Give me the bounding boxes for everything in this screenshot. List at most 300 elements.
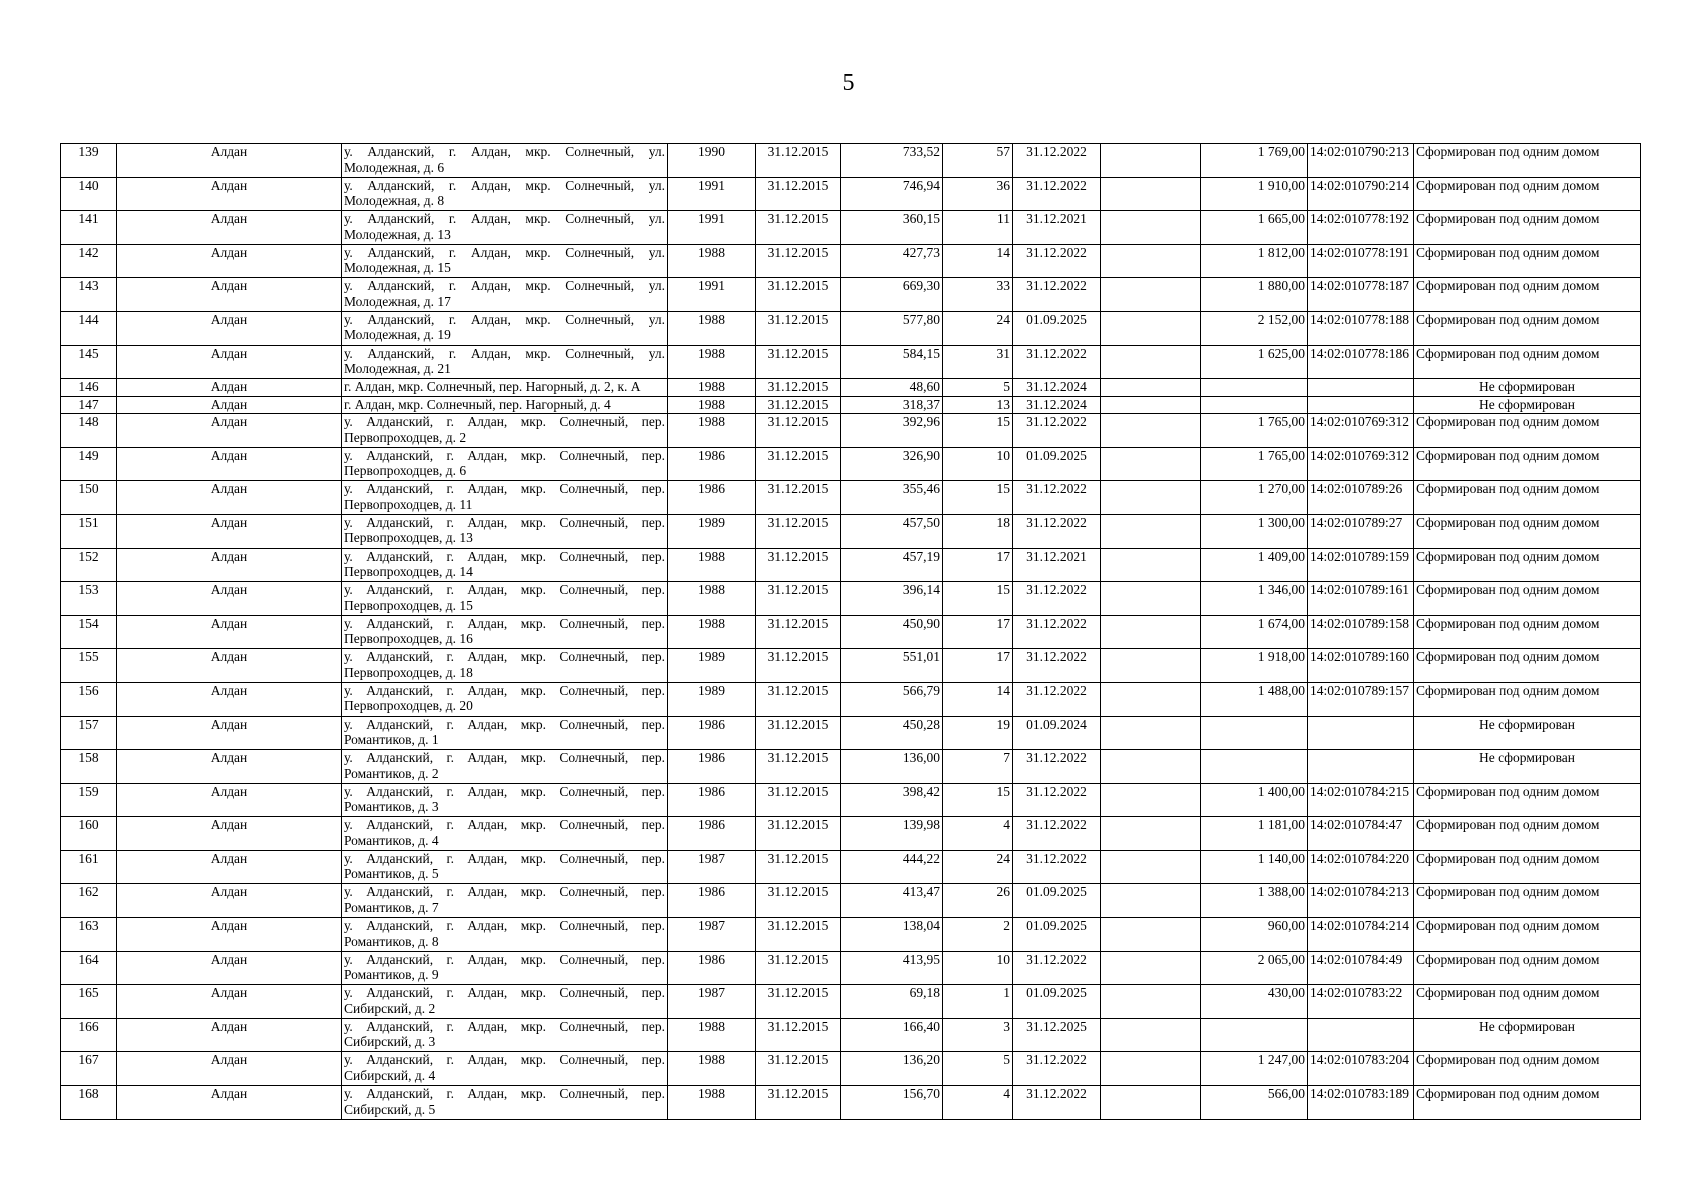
address-line-2: Молодежная, д. 13 xyxy=(344,226,451,242)
row-number: 161 xyxy=(61,850,117,884)
city: Алдан xyxy=(117,750,342,784)
city: Алдан xyxy=(117,211,342,245)
address-line-1: у. Алданский, г. Алдан, мкр. Солнечный, пер. xyxy=(344,1018,665,1034)
land-area: 960,00 xyxy=(1201,918,1308,952)
deadline-date: 31.12.2025 xyxy=(1013,1018,1101,1052)
row-number: 160 xyxy=(61,817,117,851)
address-line-2: Романтиков, д. 8 xyxy=(344,933,439,949)
residents-count: 15 xyxy=(943,783,1013,817)
cadastral-number: 14:02:010784:220 xyxy=(1308,850,1414,884)
living-area: 156,70 xyxy=(841,1086,943,1120)
address-line-1: у. Алданский, г. Алдан, мкр. Солнечный, пер. xyxy=(344,649,665,665)
address-line-2: Первопроходцев, д. 14 xyxy=(344,564,473,580)
inclusion-date: 31.12.2015 xyxy=(756,850,841,884)
residents-count: 2 xyxy=(943,918,1013,952)
land-status: Сформирован под одним домом xyxy=(1414,918,1641,952)
inclusion-date: 31.12.2015 xyxy=(756,1052,841,1086)
address-line-1: у. Алданский, г. Алдан, мкр. Солнечный, пер. xyxy=(344,817,665,833)
address-line-2: Сибирский, д. 5 xyxy=(344,1101,436,1117)
address-line-1: у. Алданский, г. Алдан, мкр. Солнечный, ул. xyxy=(344,311,665,327)
living-area: 136,00 xyxy=(841,750,943,784)
address xyxy=(342,985,668,1019)
residents-count: 1 xyxy=(943,985,1013,1019)
empty-cell xyxy=(1101,817,1201,851)
living-area: 413,47 xyxy=(841,884,943,918)
address-line-2: Сибирский, д. 2 xyxy=(344,1000,436,1016)
deadline-date: 31.12.2022 xyxy=(1013,345,1101,379)
address xyxy=(342,615,668,649)
land-status: Сформирован под одним домом xyxy=(1414,144,1641,178)
empty-cell xyxy=(1101,211,1201,245)
empty-cell xyxy=(1101,682,1201,716)
city: Алдан xyxy=(117,414,342,448)
cadastral-number: 14:02:010778:188 xyxy=(1308,311,1414,345)
cadastral-number xyxy=(1308,750,1414,784)
address-line-1: у. Алданский, г. Алдан, мкр. Солнечный, пер. xyxy=(344,514,665,530)
city: Алдан xyxy=(117,379,342,397)
deadline-date: 31.12.2022 xyxy=(1013,615,1101,649)
year-built: 1986 xyxy=(668,750,756,784)
residents-count: 19 xyxy=(943,716,1013,750)
address xyxy=(342,396,668,414)
deadline-date: 31.12.2022 xyxy=(1013,144,1101,178)
deadline-date: 01.09.2025 xyxy=(1013,918,1101,952)
year-built: 1990 xyxy=(668,144,756,178)
living-area: 326,90 xyxy=(841,447,943,481)
land-status: Не сформирован xyxy=(1414,379,1641,397)
address-line-1: у. Алданский, г. Алдан, мкр. Солнечный, пер. xyxy=(344,918,665,934)
row-number: 142 xyxy=(61,244,117,278)
inclusion-date: 31.12.2015 xyxy=(756,582,841,616)
year-built: 1988 xyxy=(668,615,756,649)
row-number: 147 xyxy=(61,396,117,414)
row-number: 146 xyxy=(61,379,117,397)
address-line-1: у. Алданский, г. Алдан, мкр. Солнечный, ул. xyxy=(344,144,665,159)
address xyxy=(342,716,668,750)
land-status: Сформирован под одним домом xyxy=(1414,985,1641,1019)
row-number: 167 xyxy=(61,1052,117,1086)
year-built: 1988 xyxy=(668,582,756,616)
land-area: 1 769,00 xyxy=(1201,144,1308,178)
year-built: 1989 xyxy=(668,514,756,548)
land-status: Сформирован под одним домом xyxy=(1414,311,1641,345)
living-area: 360,15 xyxy=(841,211,943,245)
empty-cell xyxy=(1101,783,1201,817)
land-area: 1 140,00 xyxy=(1201,850,1308,884)
city: Алдан xyxy=(117,481,342,515)
table-row xyxy=(61,481,1641,515)
address-line-2: Первопроходцев, д. 11 xyxy=(344,496,473,512)
city: Алдан xyxy=(117,1086,342,1120)
inclusion-date: 31.12.2015 xyxy=(756,615,841,649)
row-number: 157 xyxy=(61,716,117,750)
year-built: 1986 xyxy=(668,884,756,918)
address-line-2: Романтиков, д. 7 xyxy=(344,899,439,915)
cadastral-number: 14:02:010783:189 xyxy=(1308,1086,1414,1120)
land-area: 1 409,00 xyxy=(1201,548,1308,582)
address-line-2: Романтиков, д. 3 xyxy=(344,799,439,815)
residents-count: 24 xyxy=(943,311,1013,345)
address xyxy=(342,817,668,851)
residents-count: 15 xyxy=(943,481,1013,515)
year-built: 1991 xyxy=(668,278,756,312)
land-area: 1 625,00 xyxy=(1201,345,1308,379)
empty-cell xyxy=(1101,1086,1201,1120)
land-area xyxy=(1201,379,1308,397)
deadline-date: 31.12.2022 xyxy=(1013,1086,1101,1120)
address xyxy=(342,379,668,397)
address xyxy=(342,649,668,683)
table-row xyxy=(61,548,1641,582)
land-area: 2 152,00 xyxy=(1201,311,1308,345)
land-status: Сформирован под одним домом xyxy=(1414,951,1641,985)
address-line-1: у. Алданский, г. Алдан, мкр. Солнечный, ул. xyxy=(344,278,665,294)
empty-cell xyxy=(1101,548,1201,582)
table-row xyxy=(61,951,1641,985)
land-area: 1 247,00 xyxy=(1201,1052,1308,1086)
address-line-1: у. Алданский, г. Алдан, мкр. Солнечный, пер. xyxy=(344,414,665,430)
residents-count: 11 xyxy=(943,211,1013,245)
living-area: 577,80 xyxy=(841,311,943,345)
year-built: 1986 xyxy=(668,817,756,851)
cadastral-number: 14:02:010778:191 xyxy=(1308,244,1414,278)
residents-count: 15 xyxy=(943,414,1013,448)
address-line-2: Романтиков, д. 2 xyxy=(344,765,439,781)
address-line-1: г. Алдан, мкр. Солнечный, пер. Нагорный, д. 4 xyxy=(344,396,611,412)
cadastral-number: 14:02:010789:160 xyxy=(1308,649,1414,683)
residents-count: 4 xyxy=(943,1086,1013,1120)
address-line-1: у. Алданский, г. Алдан, мкр. Солнечный, пер. xyxy=(344,1052,665,1068)
table-row xyxy=(61,396,1641,414)
row-number: 151 xyxy=(61,514,117,548)
land-status: Сформирован под одним домом xyxy=(1414,345,1641,379)
empty-cell xyxy=(1101,481,1201,515)
table-row xyxy=(61,817,1641,851)
row-number: 159 xyxy=(61,783,117,817)
empty-cell xyxy=(1101,244,1201,278)
city: Алдан xyxy=(117,850,342,884)
empty-cell xyxy=(1101,144,1201,178)
residents-count: 33 xyxy=(943,278,1013,312)
inclusion-date: 31.12.2015 xyxy=(756,985,841,1019)
empty-cell xyxy=(1101,177,1201,211)
table-row xyxy=(61,1052,1641,1086)
table-row xyxy=(61,1018,1641,1052)
address-line-1: у. Алданский, г. Алдан, мкр. Солнечный, ул. xyxy=(344,177,665,193)
address-line-1: у. Алданский, г. Алдан, мкр. Солнечный, пер. xyxy=(344,682,665,698)
residents-count: 26 xyxy=(943,884,1013,918)
row-number: 154 xyxy=(61,615,117,649)
address xyxy=(342,311,668,345)
address xyxy=(342,783,668,817)
cadastral-number: 14:02:010790:214 xyxy=(1308,177,1414,211)
land-status: Не сформирован xyxy=(1414,716,1641,750)
deadline-date: 01.09.2024 xyxy=(1013,716,1101,750)
residents-count: 4 xyxy=(943,817,1013,851)
cadastral-number: 14:02:010784:215 xyxy=(1308,783,1414,817)
city: Алдан xyxy=(117,951,342,985)
address-line-2: Романтиков, д. 5 xyxy=(344,866,439,882)
address-line-1: у. Алданский, г. Алдан, мкр. Солнечный, пер. xyxy=(344,783,665,799)
address-line-2: Сибирский, д. 3 xyxy=(344,1034,436,1050)
year-built: 1991 xyxy=(668,177,756,211)
cadastral-number xyxy=(1308,716,1414,750)
inclusion-date: 31.12.2015 xyxy=(756,514,841,548)
deadline-date: 31.12.2022 xyxy=(1013,177,1101,211)
land-status: Сформирован под одним домом xyxy=(1414,447,1641,481)
table-row xyxy=(61,615,1641,649)
address-line-2: Сибирский, д. 4 xyxy=(344,1067,436,1083)
residents-count: 5 xyxy=(943,379,1013,397)
address-line-1: у. Алданский, г. Алдан, мкр. Солнечный, ул. xyxy=(344,244,665,260)
cadastral-number: 14:02:010769:312 xyxy=(1308,447,1414,481)
address-line-2: Молодежная, д. 15 xyxy=(344,260,451,276)
inclusion-date: 31.12.2015 xyxy=(756,951,841,985)
address xyxy=(342,750,668,784)
city: Алдан xyxy=(117,884,342,918)
row-number: 141 xyxy=(61,211,117,245)
cadastral-number: 14:02:010784:49 xyxy=(1308,951,1414,985)
inclusion-date: 31.12.2015 xyxy=(756,396,841,414)
living-area: 746,94 xyxy=(841,177,943,211)
living-area: 733,52 xyxy=(841,144,943,178)
address-line-2: Молодежная, д. 21 xyxy=(344,361,451,377)
table-row xyxy=(61,414,1641,448)
residents-count: 14 xyxy=(943,682,1013,716)
city: Алдан xyxy=(117,817,342,851)
land-status: Не сформирован xyxy=(1414,396,1641,414)
year-built: 1988 xyxy=(668,414,756,448)
empty-cell xyxy=(1101,514,1201,548)
living-area: 413,95 xyxy=(841,951,943,985)
city: Алдан xyxy=(117,396,342,414)
year-built: 1987 xyxy=(668,985,756,1019)
inclusion-date: 31.12.2015 xyxy=(756,447,841,481)
address-line-1: у. Алданский, г. Алдан, мкр. Солнечный, пер. xyxy=(344,951,665,967)
address-line-2: Молодежная, д. 6 xyxy=(344,159,445,175)
address xyxy=(342,582,668,616)
row-number: 168 xyxy=(61,1086,117,1120)
address-line-2: Романтиков, д. 9 xyxy=(344,967,439,983)
residents-count: 15 xyxy=(943,582,1013,616)
cadastral-number: 14:02:010789:157 xyxy=(1308,682,1414,716)
page-number: 5 xyxy=(842,70,855,96)
inclusion-date: 31.12.2015 xyxy=(756,716,841,750)
deadline-date: 31.12.2022 xyxy=(1013,414,1101,448)
city: Алдан xyxy=(117,1018,342,1052)
cadastral-number: 14:02:010783:22 xyxy=(1308,985,1414,1019)
living-area: 551,01 xyxy=(841,649,943,683)
land-area: 1 346,00 xyxy=(1201,582,1308,616)
address xyxy=(342,481,668,515)
year-built: 1988 xyxy=(668,244,756,278)
empty-cell xyxy=(1101,311,1201,345)
living-area: 566,79 xyxy=(841,682,943,716)
residents-count: 10 xyxy=(943,447,1013,481)
land-status: Сформирован под одним домом xyxy=(1414,850,1641,884)
land-area xyxy=(1201,716,1308,750)
row-number: 163 xyxy=(61,918,117,952)
address-line-1: у. Алданский, г. Алдан, мкр. Солнечный, пер. xyxy=(344,615,665,631)
table-row xyxy=(61,649,1641,683)
living-area: 138,04 xyxy=(841,918,943,952)
address-line-1: у. Алданский, г. Алдан, мкр. Солнечный, ул. xyxy=(344,345,665,361)
year-built: 1988 xyxy=(668,1086,756,1120)
row-number: 143 xyxy=(61,278,117,312)
land-area: 1 812,00 xyxy=(1201,244,1308,278)
land-area: 1 765,00 xyxy=(1201,447,1308,481)
cadastral-number: 14:02:010789:159 xyxy=(1308,548,1414,582)
empty-cell xyxy=(1101,582,1201,616)
inclusion-date: 31.12.2015 xyxy=(756,311,841,345)
address-line-2: Первопроходцев, д. 13 xyxy=(344,530,473,546)
land-status: Сформирован под одним домом xyxy=(1414,884,1641,918)
address xyxy=(342,244,668,278)
table-row xyxy=(61,750,1641,784)
inclusion-date: 31.12.2015 xyxy=(756,278,841,312)
empty-cell xyxy=(1101,447,1201,481)
residents-count: 57 xyxy=(943,144,1013,178)
inclusion-date: 31.12.2015 xyxy=(756,750,841,784)
row-number: 140 xyxy=(61,177,117,211)
deadline-date: 31.12.2022 xyxy=(1013,1052,1101,1086)
address xyxy=(342,918,668,952)
land-area: 1 918,00 xyxy=(1201,649,1308,683)
address xyxy=(342,850,668,884)
table-row xyxy=(61,244,1641,278)
year-built: 1986 xyxy=(668,783,756,817)
address-line-2: Романтиков, д. 4 xyxy=(344,832,439,848)
address xyxy=(342,1052,668,1086)
land-area xyxy=(1201,1018,1308,1052)
inclusion-date: 31.12.2015 xyxy=(756,211,841,245)
table-row xyxy=(61,783,1641,817)
deadline-date: 31.12.2021 xyxy=(1013,548,1101,582)
living-area: 457,19 xyxy=(841,548,943,582)
city: Алдан xyxy=(117,244,342,278)
year-built: 1989 xyxy=(668,682,756,716)
empty-cell xyxy=(1101,884,1201,918)
land-area: 1 300,00 xyxy=(1201,514,1308,548)
address-line-2: Первопроходцев, д. 2 xyxy=(344,429,467,445)
land-area xyxy=(1201,396,1308,414)
address-line-1: у. Алданский, г. Алдан, мкр. Солнечный, пер. xyxy=(344,750,665,766)
living-area: 318,37 xyxy=(841,396,943,414)
row-number: 166 xyxy=(61,1018,117,1052)
address-line-2: Первопроходцев, д. 16 xyxy=(344,631,473,647)
deadline-date: 31.12.2022 xyxy=(1013,817,1101,851)
inclusion-date: 31.12.2015 xyxy=(756,1018,841,1052)
land-status: Сформирован под одним домом xyxy=(1414,481,1641,515)
inclusion-date: 31.12.2015 xyxy=(756,244,841,278)
cadastral-number: 14:02:010783:204 xyxy=(1308,1052,1414,1086)
table-body xyxy=(61,144,1641,1120)
address-line-2: Молодежная, д. 8 xyxy=(344,193,445,209)
address-line-1: у. Алданский, г. Алдан, мкр. Солнечный, пер. xyxy=(344,481,665,497)
inclusion-date: 31.12.2015 xyxy=(756,481,841,515)
table-row xyxy=(61,447,1641,481)
cadastral-number: 14:02:010778:192 xyxy=(1308,211,1414,245)
row-number: 152 xyxy=(61,548,117,582)
table-row xyxy=(61,716,1641,750)
address-line-1: у. Алданский, г. Алдан, мкр. Солнечный, пер. xyxy=(344,548,665,564)
deadline-date: 31.12.2022 xyxy=(1013,783,1101,817)
deadline-date: 31.12.2022 xyxy=(1013,750,1101,784)
empty-cell xyxy=(1101,985,1201,1019)
land-area xyxy=(1201,750,1308,784)
deadline-date: 31.12.2024 xyxy=(1013,379,1101,397)
land-area: 430,00 xyxy=(1201,985,1308,1019)
city: Алдан xyxy=(117,548,342,582)
address xyxy=(342,1086,668,1120)
land-area: 1 665,00 xyxy=(1201,211,1308,245)
address xyxy=(342,177,668,211)
address xyxy=(342,884,668,918)
land-status: Сформирован под одним домом xyxy=(1414,244,1641,278)
row-number: 158 xyxy=(61,750,117,784)
deadline-date: 31.12.2022 xyxy=(1013,850,1101,884)
address-line-1: у. Алданский, г. Алдан, мкр. Солнечный, пер. xyxy=(344,1086,665,1102)
living-area: 48,60 xyxy=(841,379,943,397)
empty-cell xyxy=(1101,345,1201,379)
cadastral-number: 14:02:010789:27 xyxy=(1308,514,1414,548)
year-built: 1988 xyxy=(668,396,756,414)
address xyxy=(342,514,668,548)
land-status: Сформирован под одним домом xyxy=(1414,211,1641,245)
address-line-2: Первопроходцев, д. 20 xyxy=(344,698,473,714)
address-line-2: Молодежная, д. 19 xyxy=(344,327,451,343)
address-line-1: у. Алданский, г. Алдан, мкр. Солнечный, пер. xyxy=(344,582,665,598)
address xyxy=(342,1018,668,1052)
address xyxy=(342,548,668,582)
residents-count: 7 xyxy=(943,750,1013,784)
city: Алдан xyxy=(117,582,342,616)
land-status: Сформирован под одним домом xyxy=(1414,615,1641,649)
land-area: 1 181,00 xyxy=(1201,817,1308,851)
land-area: 1 488,00 xyxy=(1201,682,1308,716)
cadastral-number xyxy=(1308,1018,1414,1052)
address-line-2: Первопроходцев, д. 18 xyxy=(344,664,473,680)
living-area: 669,30 xyxy=(841,278,943,312)
cadastral-number: 14:02:010784:47 xyxy=(1308,817,1414,851)
address xyxy=(342,682,668,716)
table-row xyxy=(61,985,1641,1019)
land-area: 1 880,00 xyxy=(1201,278,1308,312)
cadastral-number: 14:02:010784:213 xyxy=(1308,884,1414,918)
table-row xyxy=(61,379,1641,397)
residents-count: 3 xyxy=(943,1018,1013,1052)
deadline-date: 01.09.2025 xyxy=(1013,447,1101,481)
address xyxy=(342,211,668,245)
city: Алдан xyxy=(117,311,342,345)
living-area: 355,46 xyxy=(841,481,943,515)
address-line-2: Романтиков, д. 1 xyxy=(344,732,439,747)
cadastral-number xyxy=(1308,379,1414,397)
land-status: Сформирован под одним домом xyxy=(1414,548,1641,582)
city: Алдан xyxy=(117,278,342,312)
year-built: 1988 xyxy=(668,379,756,397)
cadastral-number: 14:02:010784:214 xyxy=(1308,918,1414,952)
table-row xyxy=(61,884,1641,918)
residents-count: 17 xyxy=(943,649,1013,683)
year-built: 1986 xyxy=(668,716,756,750)
year-built: 1986 xyxy=(668,447,756,481)
land-area: 1 388,00 xyxy=(1201,884,1308,918)
row-number: 164 xyxy=(61,951,117,985)
inclusion-date: 31.12.2015 xyxy=(756,345,841,379)
address xyxy=(342,144,668,178)
year-built: 1988 xyxy=(668,1052,756,1086)
